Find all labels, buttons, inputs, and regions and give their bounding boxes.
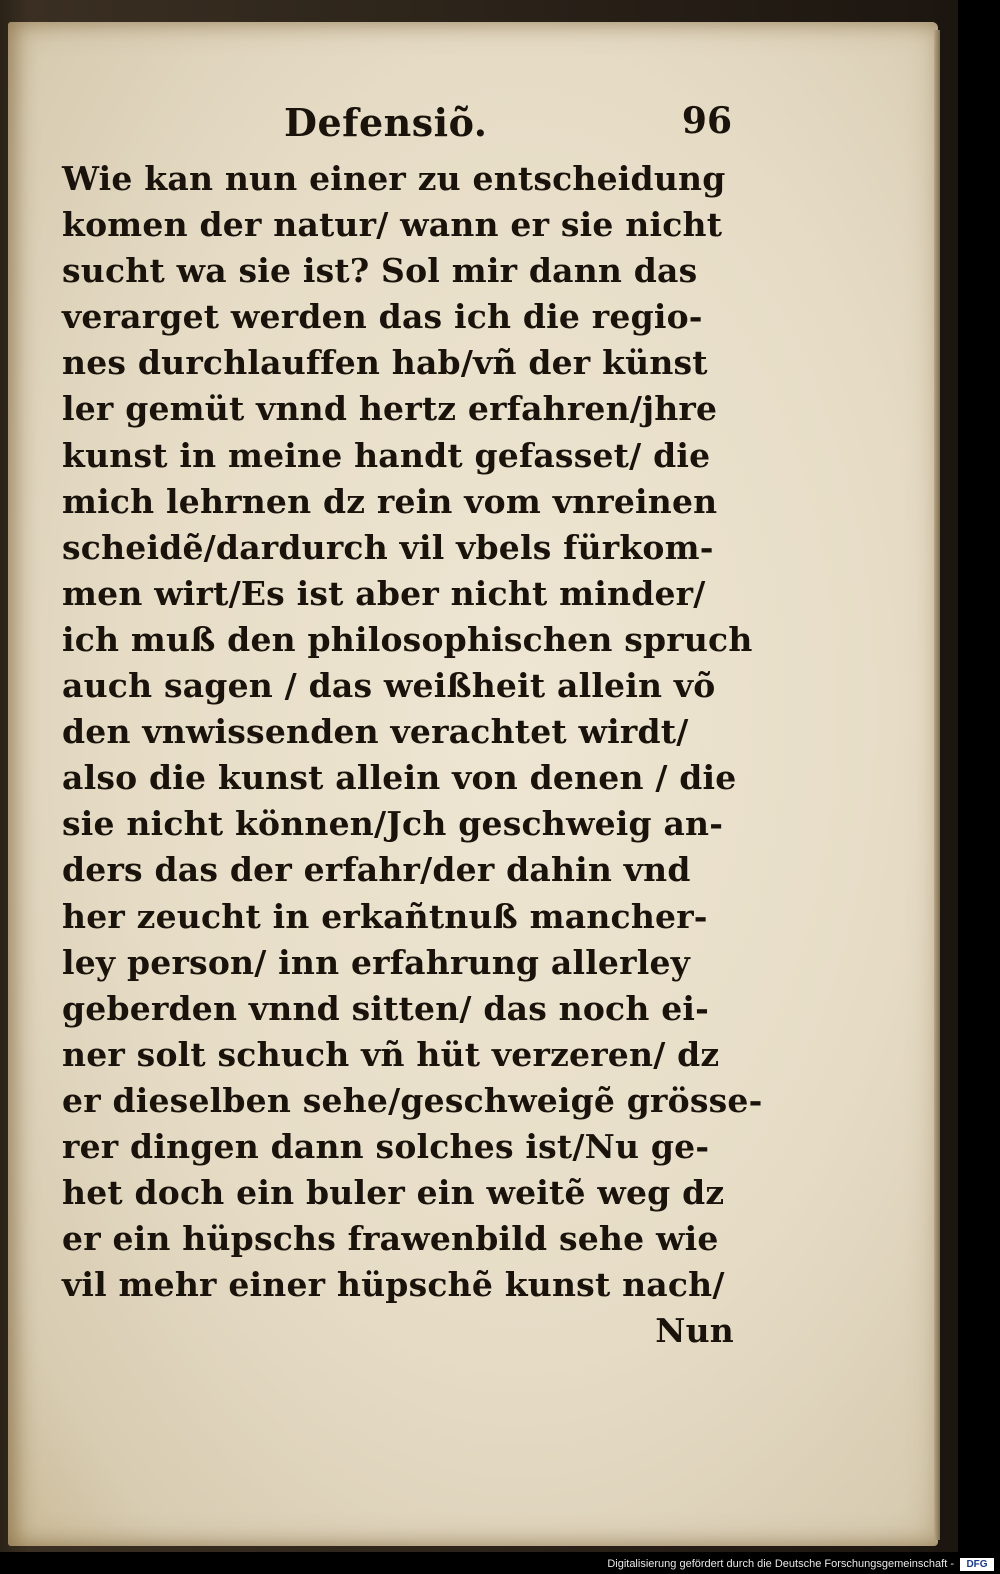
text-line: verarget werden das ich die regio-: [62, 297, 703, 337]
text-line: komen der natur/ wann er sie nicht: [62, 205, 723, 245]
text-line: mich lehrnen dz rein vom vnreinen: [62, 481, 718, 521]
page-edge: [934, 30, 940, 1540]
text-line: Wie kan nun einer zu entscheidung: [62, 159, 726, 198]
text-line: men wirt/Es ist aber nicht minder/: [62, 573, 706, 613]
text-line: her zeucht in erkañtnuß mancher-: [62, 896, 708, 936]
text-line: scheidẽ/dardurch vil vbels fürkom-: [62, 527, 714, 567]
dfg-logo: DFG: [960, 1558, 994, 1571]
text-line: ich muß den philosophischen spruch: [62, 619, 753, 659]
text-line: ley person/ inn erfahrung allerley: [62, 942, 691, 982]
text-line: ler gemüt vnnd hertz erfahren/jhre: [62, 389, 718, 429]
text-line: er dieselben sehe/geschweigẽ grösse-: [62, 1080, 763, 1120]
text-line: nes durchlauffen hab/vñ der künst: [62, 343, 708, 383]
running-head: Defensiõ.: [284, 100, 488, 145]
text-line: ders das der erfahr/der dahin vnd: [62, 850, 691, 890]
text-line: den vnwissenden verachtet wirdt/: [62, 712, 689, 752]
text-block: [62, 100, 763, 1354]
text-line: sie nicht können/Jch geschweig an-: [62, 804, 724, 844]
text-line: rer dingen dann solches ist/Nu ge-: [62, 1126, 710, 1166]
text-line: also die kunst allein von denen / die: [62, 758, 737, 798]
text-line: auch sagen / das weißheit allein võ: [62, 666, 716, 706]
page-header: [62, 100, 742, 156]
text-line: ner solt schuch vñ hüt verzeren/ dz: [62, 1034, 720, 1074]
text-line: sucht wa sie ist? Sol mir dann das: [62, 251, 698, 291]
catchword: Nun: [655, 1311, 734, 1351]
body-text: [62, 156, 763, 1354]
text-line: geberden vnnd sitten/ das noch ei-: [62, 988, 710, 1028]
text-line: er ein hüpschs frawenbild sehe wie: [62, 1219, 719, 1259]
text-line: het doch ein buler ein weitẽ weg dz: [62, 1173, 725, 1213]
page-number: 96: [681, 100, 732, 142]
text-line: kunst in meine handt gefasset/ die: [62, 435, 711, 475]
text-line: vil mehr einer hüpschẽ kunst nach/: [62, 1265, 725, 1305]
funding-credit: Digitalisierung gefördert durch die Deutsche Forschungsgemeinschaft -: [607, 1558, 954, 1570]
